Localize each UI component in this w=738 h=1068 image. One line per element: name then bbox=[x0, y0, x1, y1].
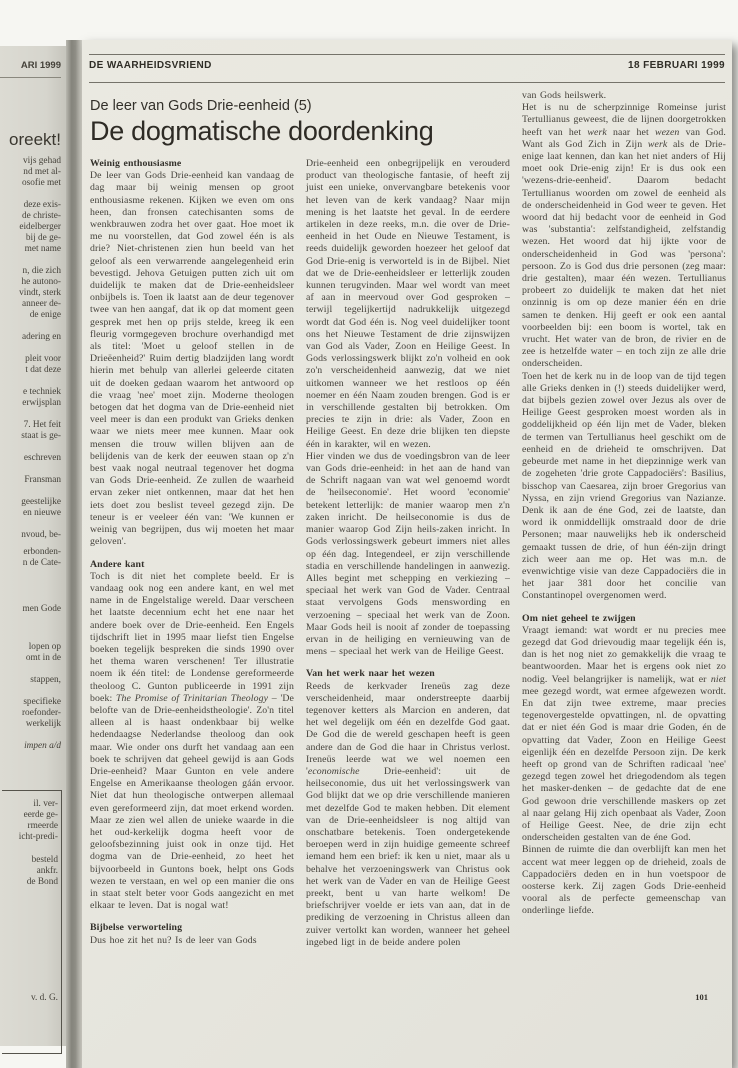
text-fragment: eidelberger bbox=[19, 222, 61, 232]
section-heading: Van het werk naar het wezen bbox=[306, 668, 435, 680]
text-fragment: omt in de bbox=[25, 653, 61, 663]
text-fragment: il. ver- bbox=[33, 799, 58, 809]
body-paragraph: Toch is dit niet het complete beeld. Er is vandaag ook nog een andere kant, en wel met name in de Engelstalige wereld. Daar verscheen het laatste decennium echt het ene naar het andere boek over de Drie-eenheid. Een Engels tijdschrift liet in 1995 maar liefst tien Engelse boeken tegelijk bespreken die sinds 1990 over het thema waren verschenen! Ter illustratie noem ik één titel: de Londense gereformeerde theoloog C. Gunton publiceerde in 1991 zijn boek: The Promise of Trinitarian Theology – 'De belofte van de Drie-eenheidstheologie'. Zo'n titel alleen al is haast ondenkbaar bij welke hedendaagse Nederlandse theoloog dan ook maar. Wie onder ons durft het vandaag aan een boek te schrijven dat geheel gewijd is aan Gods Drie-eenheid? Maar Gunton en vele andere Engelse en Amerikaanse theologen gáán ervoor. Niet dat hun theologische ontwerpen allemaal even gereformeerd zijn, dat moet erkend worden. Maar ze zien wel allen de unieke waarde in die het oud-kerkelijk dogma heeft voor de geloofsbezinning juist ook in onze tijd. Het dogma van de Drie-eenheid, zo heet het bijvoorbeeld in Guntons boek, helpt ons Gods wezen te verstaan, en wel op een manier die ons in staat stelt beter voor Gods aangezicht en met elkaar te leven. Dat is nogal wat! bbox=[90, 570, 294, 912]
text-fragment: met name bbox=[24, 244, 61, 254]
section-heading: Andere kant bbox=[90, 558, 145, 570]
text-fragment: t dat deze bbox=[25, 365, 61, 375]
issue-date: 18 FEBRUARI 1999 bbox=[628, 60, 725, 71]
magazine-page bbox=[82, 40, 732, 1068]
text-fragment: eerde ge- bbox=[23, 810, 58, 820]
text-fragment: nd met al- bbox=[23, 167, 61, 177]
previous-page-edge bbox=[0, 46, 66, 1046]
text-fragment: impen a/d bbox=[24, 741, 61, 751]
article-title: De dogmatische doordenking bbox=[90, 116, 434, 146]
text-fragment: 7. Het feit bbox=[23, 420, 61, 430]
text-fragment: rmeerde bbox=[27, 821, 58, 831]
text-fragment: specifieke bbox=[23, 697, 61, 707]
text-fragment: oreekt! bbox=[9, 130, 61, 149]
article-column-2 bbox=[306, 158, 510, 949]
text-fragment: werkelijk bbox=[25, 719, 61, 729]
text-fragment: de christe- bbox=[22, 211, 61, 221]
body-paragraph: Hier vinden we dus de voedingsbron van de leer van Gods drie-eenheid: in het aan de hand van de Schrift nagaan van wat wel genoemd wordt de 'heilseconomie'. Het woord 'economie' betekent letterlijk: de manier waarop men z'n zaken inricht. De heilseconomie is dus de manier waarop God Zijn heils-zaken inricht. In Gods verlossingswerk gebeurt immers niet alles op één dag. Integendeel, er zijn verschillende stadia en verschillende handelingen in aanwezig. Alles begint met schepping en verkiezing – speciaal het werk van God de Vader. Centraal staat vervolgens Gods menswording en verzoening – speciaal het werk van de Zoon. Maar Gods heil is nooit af zonder de toepassing ervan in de heiliging en vernieuwing van de mens – speciaal het werk van de Heilige Geest. bbox=[306, 450, 510, 658]
body-paragraph: De leer van Gods Drie-eenheid kan vandaag de dag maar bij weinig mensen op groot enthousiasme rekenen. Kijken we even om ons heen, dan fronsen catechisanten soms de wenkbrauwen zodra het over gaat. Hoe moet ik me nu voorstellen, dat God zowel één is als drie? Niet-christenen zien hun beeld van het geloof als een verwarrende aangelegenheid erin bevestigd. Jehova Getuigen putten zich uit om duidelijk te maken dat de Drie-eenheidsleer onbijbels is. Toen ik laatst aan de deur tegenover twee van hen aangaf, dat ik op dat moment geen gesprek met hen op prijs stelde, kreeg ik een fleurig vormgegeven brochure overhandigd met als titel: 'Moet u geloof stellen in de Drieëenheid?' Ruim dertig bladzijden lang wordt hierin met behulp van allerlei geleerde citaten uit de doeken gedaan waarom het antwoord op die vraag 'nee' moet zijn. Moderne theologen betogen dat het dogma van de Drie-eenheid niet veel meer is dan een produkt van Grieks denken waar we niets meer mee kunnen. Maar ook mensen die trouw willen blijven aan de belijdenis van de kerk der eeuwen staan op z'n best vaak nogal neutraal tegenover het dogma van Gods Drie-eenheid. Ze zullen de waarheid ervan zeker niet ontkennen, maar dat het hen iets doet zou beslist teveel gezegd zijn. De teneur is er veeleer één van: 'We kunnen er weinig van begrijpen, dus wij moeten het maar geloven'. bbox=[90, 170, 294, 548]
text-fragment: de Bond bbox=[26, 877, 58, 887]
text-fragment: eschreven bbox=[23, 453, 61, 463]
text-fragment: en nieuwe bbox=[23, 508, 61, 518]
body-paragraph: Reeds de kerkvader Ireneüs zag deze verscheidenheid, maar onderstreepte daarbij tegenover ketters als Marcion en anderen, dat het wel degelijk om één en dezelfde God gaat. De God die de wereld geschapen heeft is geen andere dan de God die haar in Christus verlost. Ireneüs leerde wat we wel noemen een 'economische Drie-eenheid': uit de heilseconomie, dus uit het verlossingswerk van God blijkt dat we op drie verschillende manieren met dezelfde God te maken hebben. Dit element van de Drie-eenheidsleer is nog altijd van onschatbare betekenis. Toen ondergetekende beroepen werd in zijn huidige gemeente schreef iemand hem een brief: ik ken u niet, maar als u behalve het verzoeningswerk van Christus ook het werk van de Vader en van de Heilige Geest preekt, bent u van harte welkom! De briefschrijver voelde er iets van aan, dat in de prediking de verzoening in Christus alleen dan zuiver vertolkt kan worden, wanneer het geheel ingebed ligt in de beide andere polen bbox=[306, 680, 510, 948]
header-rule-top bbox=[89, 54, 725, 55]
body-paragraph: Toen het de kerk nu in de loop van de tijd tegen alle Grieks denken in (!) steeds duidelijker werd, dat bijbels gezien zowel over Jezus als over de Heilige Geest gesproken moest worden als in goddelijkheid op één lijn met de Vader, bleken de termen van Tertullianus heel geschikt om de eenheid en de drieheid te omschrijven. Dat gebeurde met name in het diepzinnige werk van de zogeheten 'drie grote Cappadociërs': Basilius, bisschop van Caesarea, zijn broer Gregorius van Nyssa, en zijn vriend Gregorius van Nazianze. Denk ik aan de éne God, zei de laatste, dan word ik onmiddellijk omstraald door de drie Personen; maar nauwelijks heb ik onderscheid gemaakt tussen de drie, of hun één-zijn dringt zich weer aan me op. Het was m.n. de evenwichtige visie van deze Cappadociërs die in het jaar 381 door het concilie van Constantinopel overgenomen werd. bbox=[522, 370, 726, 602]
text-fragment: ARI 1999 bbox=[0, 60, 61, 78]
previous-page-advert-box bbox=[2, 790, 62, 1054]
body-paragraph: Dus hoe zit het nu? Is de leer van Gods bbox=[90, 934, 257, 946]
text-fragment: vindt, sterk bbox=[19, 288, 61, 298]
publication-title: DE WAARHEIDSVRIEND bbox=[89, 60, 212, 71]
text-fragment: n, die zich bbox=[22, 266, 61, 276]
section-heading: Om niet geheel te zwijgen bbox=[522, 612, 636, 624]
body-paragraph: Drie-eenheid een onbegrijpelijk en verouderd product van theologische fantasie, of heeft zij juist een unieke, onvervangbare betekenis voor het leven van de kerk vandaag? Naar mijn mening is het laatste het geval. In de eerdere artikelen in deze reeks, m.n. die over de Drie-eenheid in het Oude en Nieuwe Testament, is reeds duidelijk geworden hoezeer het geloof dat God Drie-enig is verworteld is in de Bijbel. Niet dat we de Drie-eenheidsleer er letterlijk zouden kunnen terugvinden. Maar wel wordt van meet af aan in meervoud over God gesproken – terwijl tegelijkertijd nadrukkelijk uitgezegd wordt dat God één is. Nog veel duidelijker toont ons het Nieuwe Testament de drie zijnswijzen van God als Vader, Zoon en Heilige Geest. In Gods verlossingswerk blijkt zo'n volheid en ook zo'n verscheidenheid aanwezig, dat we niet uitkomen wanneer we het restloos op één noemer en één Naam zouden brengen. God is er in verschillende gestalten bij betrokken. Om precies te zijn in drie: als Vader, Zoon en Heilige Geest. En deze drie blijken ten diepste één in karakter, wil en wezen. bbox=[306, 158, 510, 450]
text-fragment: anneer de- bbox=[22, 299, 61, 309]
section-heading: Weinig enthousiasme bbox=[90, 158, 182, 169]
header-rule-bottom bbox=[89, 82, 725, 83]
text-fragment: bij de ge- bbox=[25, 233, 61, 243]
text-fragment: icht-predi- bbox=[18, 832, 58, 842]
text-fragment: adering en bbox=[22, 332, 61, 342]
text-fragment: v. d. G. bbox=[30, 993, 58, 1003]
article-column-3 bbox=[522, 90, 726, 918]
text-fragment: Fransman bbox=[24, 475, 61, 485]
article-kicker: De leer van Gods Drie-eenheid (5) bbox=[90, 98, 312, 114]
text-fragment: e techniek bbox=[23, 387, 61, 397]
masthead bbox=[89, 60, 725, 71]
text-fragment: erwijsplan bbox=[22, 398, 61, 408]
text-fragment: men Gode bbox=[22, 604, 61, 614]
text-fragment: stappen, bbox=[30, 675, 61, 685]
page-gutter-shadow bbox=[66, 40, 82, 1068]
text-fragment: nvoud, be- bbox=[21, 530, 61, 540]
text-fragment: roefonder- bbox=[21, 708, 61, 718]
body-paragraph: Het is nu de scherpzinnige Romeinse jurist Tertullianus geweest, die de lijnen doorgetrokken heeft van het werk naar het wezen van God. Want als God Zich in Zijn werk als de Drie-enige laat kennen, dan kan het niet anders of Hij moet ook Drie-enig zijn! Er is dus ook een 'wezens-drie-eenheid'. Daarom bedacht Tertullianus woorden om zowel de eenheid als de onderscheidenheid in God weer te geven. Het woord dat hij bedacht voor de eenheid in God was 'substantia': zelfstandigheid, zelfstandig wezen. Het woord dat hij ijkte voor de onderscheidenheid in God was 'persona': persoon. Zo is God dus drie personen (zeg maar: drie gestalten), maar één wezen. Tertullianus probeert zo duidelijk te maken dat het niet onzinnig is om op deze manier één en drie samen te denken. Hij geeft er ook een aantal voorbeelden bij: een boom is wortel, tak en vrucht. Het water van de bron, de rivier en de zee is hetzelfde water – en toch zijn ze alle drie onderscheiden. bbox=[522, 102, 726, 370]
section-heading: Bijbelse verworteling bbox=[90, 922, 183, 934]
text-fragment: deze exis- bbox=[23, 200, 61, 210]
text-fragment: lopen op bbox=[28, 642, 61, 652]
text-fragment: he autono- bbox=[21, 277, 61, 287]
text-fragment: besteld bbox=[31, 855, 58, 865]
page-number: 101 bbox=[695, 992, 708, 1002]
body-paragraph: Binnen de ruimte die dan overblijft kan men het accent wat meer leggen op de drieheid, zoals de Cappadociërs deden en in hun voetspoor de oosterse kerk. Zij zagen Gods Drie-eenheid vooral als de perfecte gemeenschap van onderlinge liefde. bbox=[522, 844, 726, 917]
text-fragment: de enige bbox=[29, 310, 61, 320]
text-fragment: ankfr. bbox=[36, 866, 58, 876]
body-paragraph: Vraagt iemand: wat wordt er nu precies mee gezegd dat God drievoudig maar tegelijk één is, dan is het nog niet zo gemakkelijk die vraag te beantwoorden. Maar het is ergens ook niet zo nodig. Veel belangrijker is namelijk, wat er niet mee gezegd wordt, wat ermee afgewezen wordt. En dat zijn twee extreme, maar precies tegenovergestelde opvattingen, nl. de opvatting dat er niet één God is maar drie Goden, én de opvatting dat Vader, Zoon en Heilige Geest eigenlijk één en dezelfde Persoon zijn. De kerk heeft op grond van de Schriften radicaal 'nee' gezegd tegen zowel het driegodendom als tegen het masker-denken – de gedachte dat de ene God gewoon drie verschillende maskers op zet al naar gelang Hij zich openbaat als Vader, Zoon of Heilige Geest. Nee, de drie zijn echt onderscheiden gestalten van de éne God. bbox=[522, 624, 726, 844]
text-fragment: pleit voor bbox=[25, 354, 61, 364]
previous-page-text-fragments bbox=[0, 46, 61, 752]
text-fragment: vijs gehad bbox=[23, 156, 61, 166]
text-fragment: n de Cate- bbox=[22, 558, 61, 568]
text-fragment: staat is ge- bbox=[21, 431, 61, 441]
body-paragraph: van Gods heilswerk. bbox=[522, 90, 607, 101]
text-fragment: osofie met bbox=[22, 178, 61, 188]
text-fragment: erbonden- bbox=[23, 547, 61, 557]
text-fragment: geestelijke bbox=[21, 497, 61, 507]
article-column-1 bbox=[90, 158, 294, 947]
